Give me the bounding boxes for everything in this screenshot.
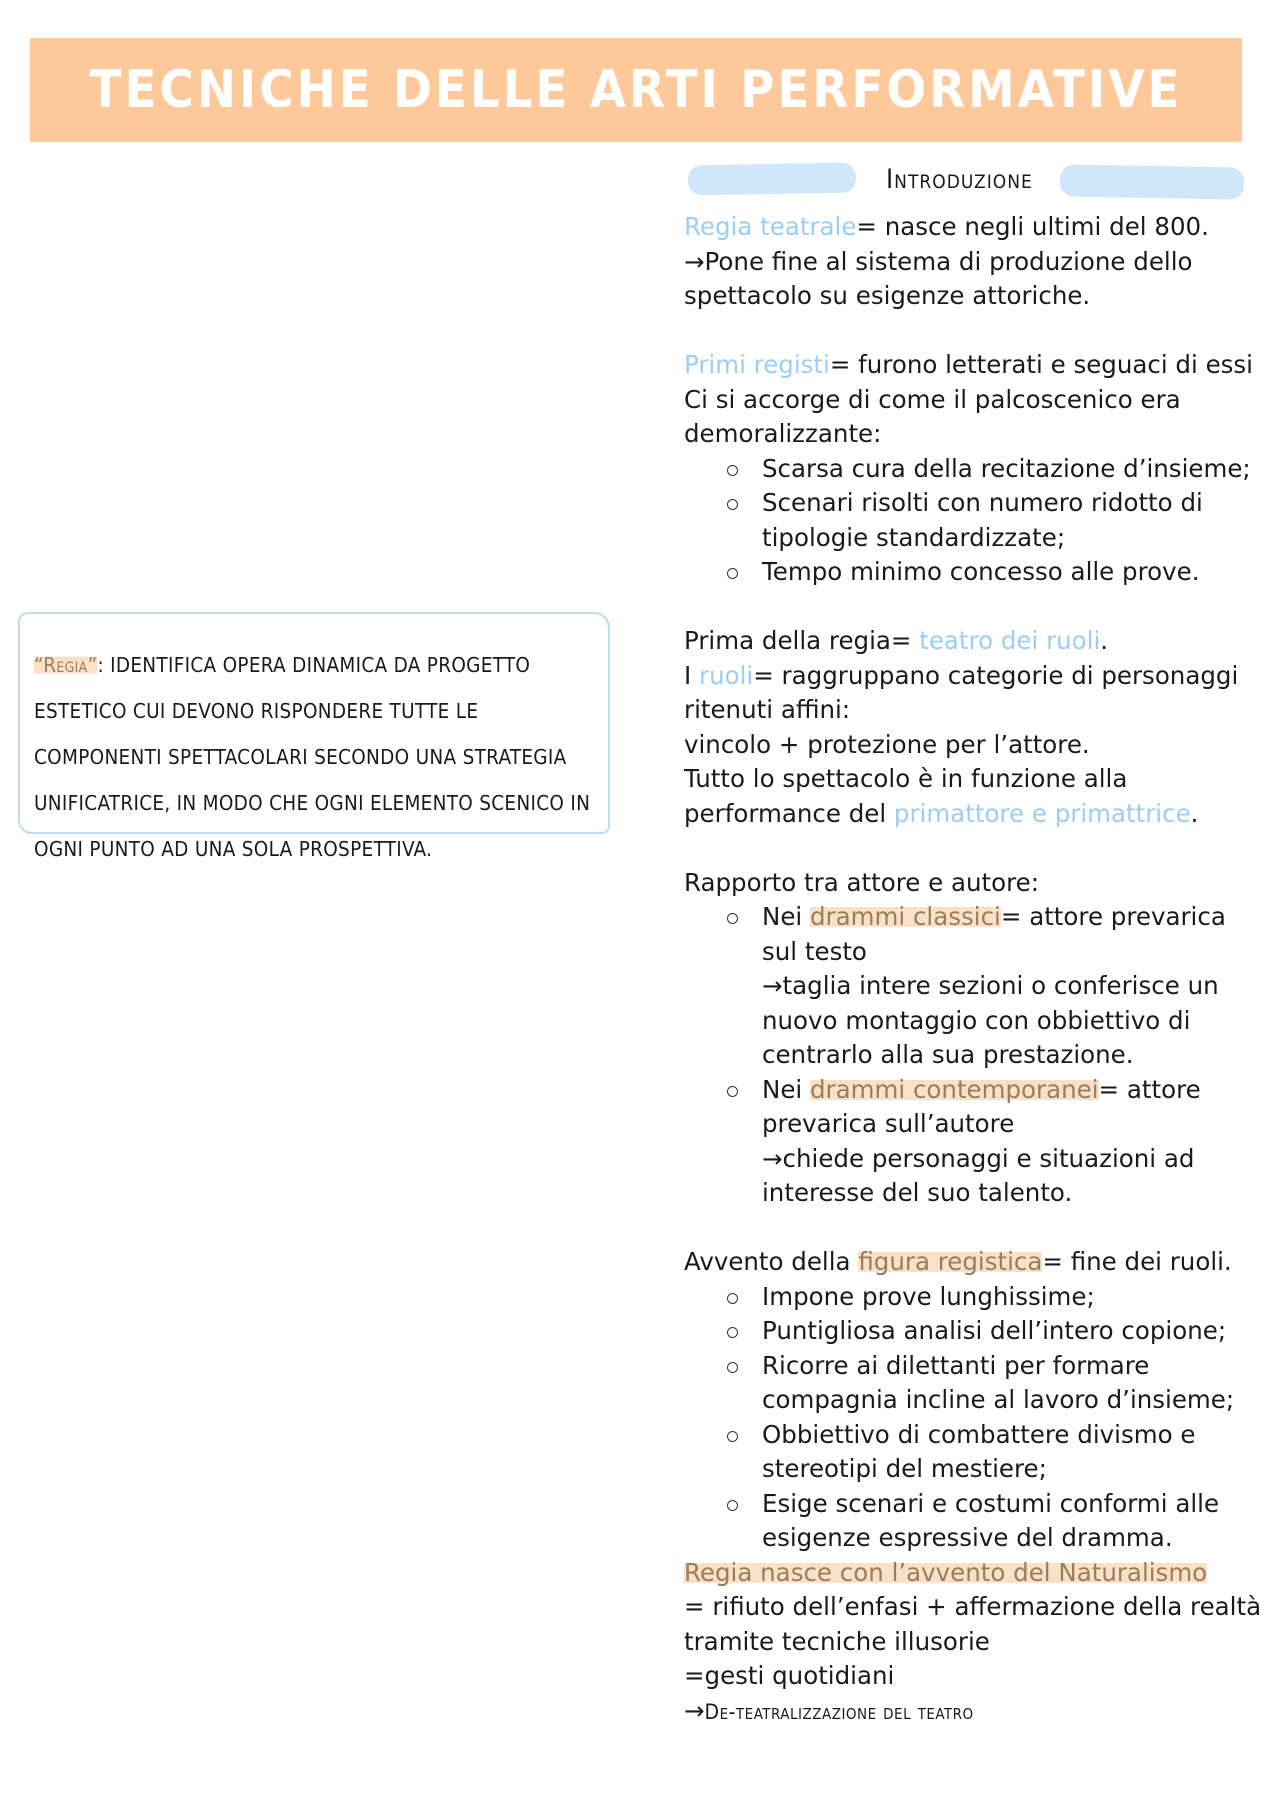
- highlight-brush: [1060, 164, 1245, 199]
- registi-line2: Ci si accorge di come il palcoscenico era demoralizzante:: [684, 384, 1181, 448]
- main-column: [684, 210, 1264, 1729]
- naturalismo-line3: =gesti quotidiani: [684, 1661, 895, 1690]
- naturalismo-line: [684, 1556, 1264, 1591]
- registi-list: [684, 452, 1264, 590]
- title-banner: [30, 38, 1242, 142]
- list-item: Impone prove lunghissime;: [684, 1280, 1264, 1315]
- rapporto-list: [684, 900, 1264, 1211]
- ruoli-line4: Tutto lo spettacolo è in funzione alla performance del primattore e primattrice.: [684, 764, 1199, 828]
- list-item: Obbiettivo di combattere divismo e stereotipi del mestiere;: [684, 1418, 1264, 1487]
- naturalismo-line4: →De-teatralizzazione del teatro: [684, 1695, 974, 1725]
- page-title: TECNICHE DELLE ARTI PERFORMATIVE: [89, 60, 1183, 120]
- intro-line: Regia teatrale= nasce negli ultimi del 800.: [684, 212, 1209, 241]
- definition-box: [18, 612, 610, 861]
- highlight: Regia nasce con l’avvento del Naturalismo: [684, 1557, 1208, 1587]
- avvento-list: [684, 1280, 1264, 1556]
- highlight: drammi contemporanei: [810, 1074, 1099, 1104]
- registi-line: Primi registi= furono letterati e seguaci di essi: [684, 350, 1253, 379]
- list-item: Puntigliosa analisi dell’intero copione;: [684, 1314, 1264, 1349]
- avvento-line: Avvento della figura registica= fine dei ruoli.: [684, 1247, 1232, 1276]
- keyword: primattore e primattrice: [893, 798, 1191, 828]
- keyword: teatro dei ruoli: [919, 626, 1101, 655]
- list-item: Nei drammi contemporanei= attore prevarica sull’autore →chiede personaggi e situazioni ad interesse del suo talento.: [684, 1073, 1264, 1211]
- naturalismo-line2: = rifiuto dell’enfasi + affermazione della realtà tramite tecniche illusorie: [684, 1592, 1262, 1656]
- intro-line2: →Pone fine al sistema di produzione dello spettacolo su esigenze attoriche.: [684, 246, 1193, 310]
- highlight: drammi classici: [810, 902, 1001, 931]
- list-item: Scenari risolti con numero ridotto di tipologie standardizzate;: [684, 486, 1264, 555]
- rapporto-heading: Rapporto tra attore e autore:: [684, 867, 1039, 897]
- caps-phrase: De-teatralizzazione del teatro: [704, 1699, 974, 1724]
- list-item: Ricorre ai dilettanti per formare compagnia incline al lavoro d’insieme;: [684, 1349, 1264, 1418]
- list-item: Scarsa cura della recitazione d’insieme;: [684, 452, 1264, 487]
- keyword: Regia teatrale: [684, 212, 857, 241]
- highlight: figura registica: [858, 1247, 1043, 1276]
- list-item: Esige scenari e costumi conformi alle esigenze espressive del dramma.: [684, 1487, 1264, 1556]
- list-item: Nei drammi classici= attore prevarica sul testo →taglia intere sezioni o conferisce un nuovo montaggio con obbiettivo di centrarlo alla sua prestazione.: [684, 900, 1264, 1073]
- highlight-brush: [688, 163, 856, 196]
- ruoli-line: Prima della regia= teatro dei ruoli.: [684, 626, 1109, 655]
- keyword: ruoli: [699, 660, 754, 690]
- section-title: Introduzione: [886, 164, 1033, 195]
- keyword: Primi registi: [684, 350, 830, 379]
- list-item: Tempo minimo concesso alle prove.: [684, 555, 1264, 590]
- definition-term: “Regia”: [34, 653, 98, 677]
- ruoli-line2: I ruoli= raggruppano categorie di personaggi ritenuti affini:: [684, 660, 1239, 724]
- ruoli-line3: vincolo + protezione per l’attore.: [684, 729, 1090, 759]
- definition-text: “Regia”: IDENTIFICA OPERA DINAMICA DA PROGETTO ESTETICO CUI DEVONO RISPONDERE TUTTE LE COMPONENTI SPETTACOLARI SECONDO UNA STRATEGIA UNIFICATRICE, IN MODO CHE OGNI ELEMENTO SCENICO IN OGNI PUNTO AD UNA SOLA PROSPETTIVA.: [34, 653, 591, 861]
- section-heading: [688, 160, 1244, 206]
